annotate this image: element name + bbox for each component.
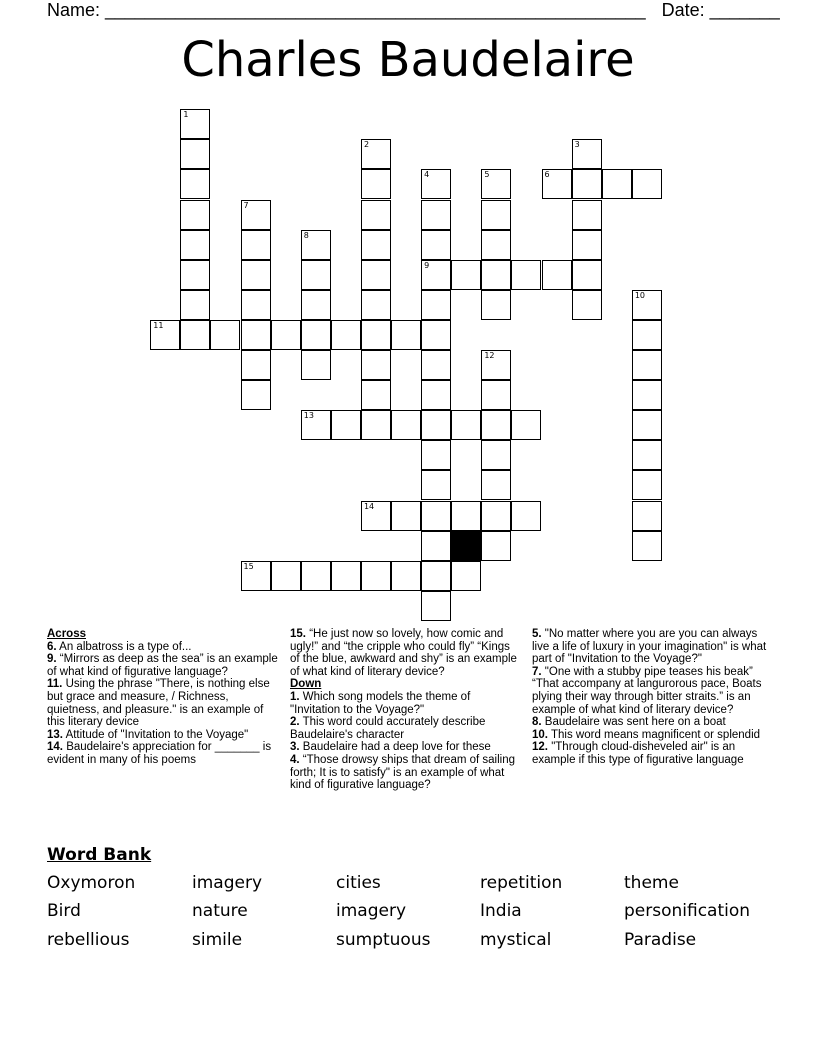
grid-cell[interactable] (481, 260, 511, 290)
grid-cell[interactable] (481, 200, 511, 230)
clue-number: 3 (574, 140, 580, 150)
grid-cell[interactable] (481, 470, 511, 500)
grid-cell[interactable] (421, 350, 451, 380)
clue-number: 4 (424, 170, 430, 180)
grid-cell[interactable] (301, 561, 331, 591)
grid-cell[interactable] (301, 350, 331, 380)
grid-cell[interactable] (421, 230, 451, 260)
grid-cell[interactable] (632, 470, 662, 500)
word-bank-item: imagery (336, 901, 407, 921)
grid-cell[interactable] (421, 561, 451, 591)
grid-cell[interactable] (241, 200, 271, 230)
clue-across-9: 9. “Mirrors as deep as the sea” is an example of what kind of figurative language? (47, 653, 278, 678)
grid-cell[interactable] (301, 290, 331, 320)
grid-cell[interactable] (511, 260, 541, 290)
grid-cell[interactable] (180, 290, 210, 320)
clue-across-6: 6. An albatross is a type of... (47, 640, 192, 653)
across-heading: Across (47, 628, 86, 640)
clue-number: 9 (424, 260, 430, 270)
grid-cell[interactable] (481, 230, 511, 260)
grid-cell[interactable] (632, 440, 662, 470)
name-field-label: Name: ______________________________________________________ (47, 0, 646, 20)
grid-cell[interactable] (391, 561, 421, 591)
grid-cell[interactable] (511, 410, 541, 440)
grid-cell[interactable] (180, 200, 210, 230)
grid-cell[interactable] (421, 320, 451, 350)
clue-down-2: 2. This word could accurately describe Baudelaire's character (290, 716, 486, 741)
grid-cell[interactable] (572, 230, 602, 260)
word-bank-item: imagery (192, 873, 263, 893)
grid-cell[interactable] (481, 290, 511, 320)
page-title: Charles Baudelaire (181, 32, 635, 88)
grid-cell[interactable] (150, 320, 180, 350)
clue-across-15: 15. “He just now so lovely, how comic and ugly!” and “the cripple who could fly” “Kings of the blue, awkward and shy” is an example of what kind of literary device? (290, 628, 517, 678)
grid-cell[interactable] (481, 440, 511, 470)
grid-cell[interactable] (331, 410, 361, 440)
clue-number: 6 (544, 170, 550, 180)
clue-number: 2 (363, 140, 370, 150)
grid-cell[interactable] (542, 169, 572, 199)
clue-down-3: 3. Baudelaire had a deep love for these (290, 741, 491, 754)
word-bank-item: Oxymoron (47, 873, 136, 893)
clues-column-1 (47, 628, 282, 767)
grid-cell[interactable] (572, 290, 602, 320)
date-field-label: Date: _______ (661, 0, 780, 20)
grid-cell[interactable] (391, 320, 421, 350)
grid-cell[interactable] (361, 290, 391, 320)
grid-cell[interactable] (180, 260, 210, 290)
grid-cell[interactable] (451, 561, 481, 591)
grid-cell[interactable] (391, 410, 421, 440)
grid-cell[interactable] (391, 501, 421, 531)
grid-cell[interactable] (421, 169, 451, 199)
grid-cell[interactable] (361, 350, 391, 380)
grid-cell[interactable] (421, 440, 451, 470)
grid-cell[interactable] (481, 501, 511, 531)
grid-cell[interactable] (361, 260, 391, 290)
clue-down-5: 5. "No matter where you are you can always live a life of luxury in your imagination" is what part of "Invitation to the Voyage?" (532, 628, 767, 666)
grid-cell[interactable] (361, 139, 391, 169)
grid-cell[interactable] (241, 260, 271, 290)
grid-cell[interactable] (421, 290, 451, 320)
clue-across-11: 11. Using the phrase "There, is nothing else but grace and measure, / Richness, quietness, and pleasure." is an example of this literary device (47, 678, 270, 729)
grid-cell[interactable] (241, 320, 271, 350)
clue-down-8: 8. Baudelaire was sent here on a boat (532, 716, 726, 729)
grid-cell[interactable] (542, 260, 572, 290)
grid-cell[interactable] (632, 380, 662, 410)
grid-cell[interactable] (481, 531, 511, 561)
grid-cell[interactable] (271, 561, 301, 591)
grid-cell[interactable] (632, 350, 662, 380)
grid-cell[interactable] (361, 410, 391, 440)
word-bank-item: theme (624, 873, 679, 893)
grid-cell[interactable] (361, 230, 391, 260)
grid-cell[interactable] (572, 200, 602, 230)
word-bank-item: simile (192, 930, 243, 950)
grid-cell[interactable] (481, 410, 511, 440)
clue-number: 10 (634, 290, 646, 300)
grid-cell[interactable] (421, 200, 451, 230)
grid-cell[interactable] (602, 169, 632, 199)
grid-cell[interactable] (301, 320, 331, 350)
clue-number: 13 (303, 411, 314, 421)
grid-cell[interactable] (632, 501, 662, 531)
word-bank-item: Bird (47, 901, 81, 921)
grid-cell[interactable] (301, 230, 331, 260)
grid-cell[interactable] (210, 320, 240, 350)
grid-cell[interactable] (572, 260, 602, 290)
grid-cell[interactable] (511, 501, 541, 531)
clue-number: 11 (153, 320, 164, 330)
grid-cell[interactable] (632, 290, 662, 320)
grid-cell[interactable] (632, 169, 662, 199)
grid-cell[interactable] (241, 290, 271, 320)
grid-cell[interactable] (632, 320, 662, 350)
clue-number: 1 (183, 110, 189, 120)
grid-cell[interactable] (180, 139, 210, 169)
word-bank-item: sumptuous (336, 930, 431, 950)
grid-cell[interactable] (241, 350, 271, 380)
clue-number: 15 (243, 561, 254, 571)
grid-cell[interactable] (361, 380, 391, 410)
word-bank-item: Paradise (624, 930, 697, 950)
grid-cell[interactable] (361, 200, 391, 230)
grid-cell[interactable] (301, 260, 331, 290)
clues-column-3 (532, 628, 768, 767)
grid-cell[interactable] (241, 230, 271, 260)
grid-cell[interactable] (361, 320, 391, 350)
grid-cell[interactable] (241, 380, 271, 410)
grid-cell[interactable] (180, 230, 210, 260)
clue-across-14: 14. Baudelaire's appreciation for _______ is evident in many of his poems (47, 741, 272, 766)
clue-down-1: 1. Which song models the theme of "Invitation to the Voyage?" (290, 690, 471, 716)
clue-down-7: 7. "One with a stubby pipe teases his beak” “That accompany at langurorous pace, Boats plying their way through bitter straits.” is an example of what kind of literary device? (532, 665, 762, 716)
grid-cell[interactable] (572, 169, 602, 199)
grid-cell[interactable] (451, 501, 481, 531)
grid-cell[interactable] (361, 561, 391, 591)
down-heading: Down (290, 678, 322, 691)
grid-cell[interactable] (241, 561, 271, 591)
clue-number: 7 (243, 200, 249, 210)
word-bank-item: rebellious (47, 930, 130, 950)
word-bank-item: mystical (480, 930, 552, 950)
grid-cell[interactable] (271, 320, 301, 350)
word-bank-item: nature (192, 901, 248, 921)
grid-cell[interactable] (421, 531, 451, 561)
worksheet-header (47, 0, 780, 21)
grid-cell[interactable] (361, 501, 391, 531)
clue-down-12: 12. "Through cloud-disheveled air" is an example if this type of figurative language (532, 741, 744, 766)
grid-cell[interactable] (361, 169, 391, 199)
grid-cell[interactable] (481, 380, 511, 410)
clue-number: 8 (303, 230, 309, 240)
word-bank-item: repetition (480, 873, 563, 893)
grid-cell[interactable] (180, 169, 210, 199)
grid-cell[interactable] (421, 470, 451, 500)
grid-cell[interactable] (421, 410, 451, 440)
word-bank-item: personification (624, 901, 751, 921)
grid-cell[interactable] (421, 380, 451, 410)
grid-cell[interactable] (301, 410, 331, 440)
word-bank-item: India (480, 901, 522, 921)
word-bank-title: Word Bank (47, 845, 152, 865)
clues-column-2 (290, 628, 522, 792)
grid-cell[interactable] (331, 561, 361, 591)
word-bank-item: cities (336, 873, 381, 893)
grid-cell[interactable] (632, 531, 662, 561)
grid-cell[interactable] (421, 591, 451, 621)
black-cell (451, 531, 481, 561)
clue-down-10: 10. This word means magnificent or splendid (532, 728, 761, 741)
grid-cell[interactable] (481, 350, 511, 380)
grid-cell[interactable] (421, 501, 451, 531)
grid-cell[interactable] (572, 139, 602, 169)
clue-number: 14 (363, 501, 375, 511)
grid-cell[interactable] (421, 260, 451, 290)
grid-cell[interactable] (180, 109, 210, 139)
clue-across-13: 13. Attitude of "Invitation to the Voyage" (47, 728, 249, 741)
grid-cell[interactable] (180, 320, 210, 350)
grid-cell[interactable] (481, 169, 511, 199)
grid-cell[interactable] (632, 410, 662, 440)
grid-cell[interactable] (451, 410, 481, 440)
clue-number: 12 (484, 351, 495, 361)
clue-number: 5 (484, 170, 490, 180)
grid-cell[interactable] (331, 320, 361, 350)
grid-cell[interactable] (451, 260, 481, 290)
clue-down-4: 4. “Those drowsy ships that dream of sailing forth; It is to satisfy" is an example of what kind of figurative language? (290, 753, 516, 792)
